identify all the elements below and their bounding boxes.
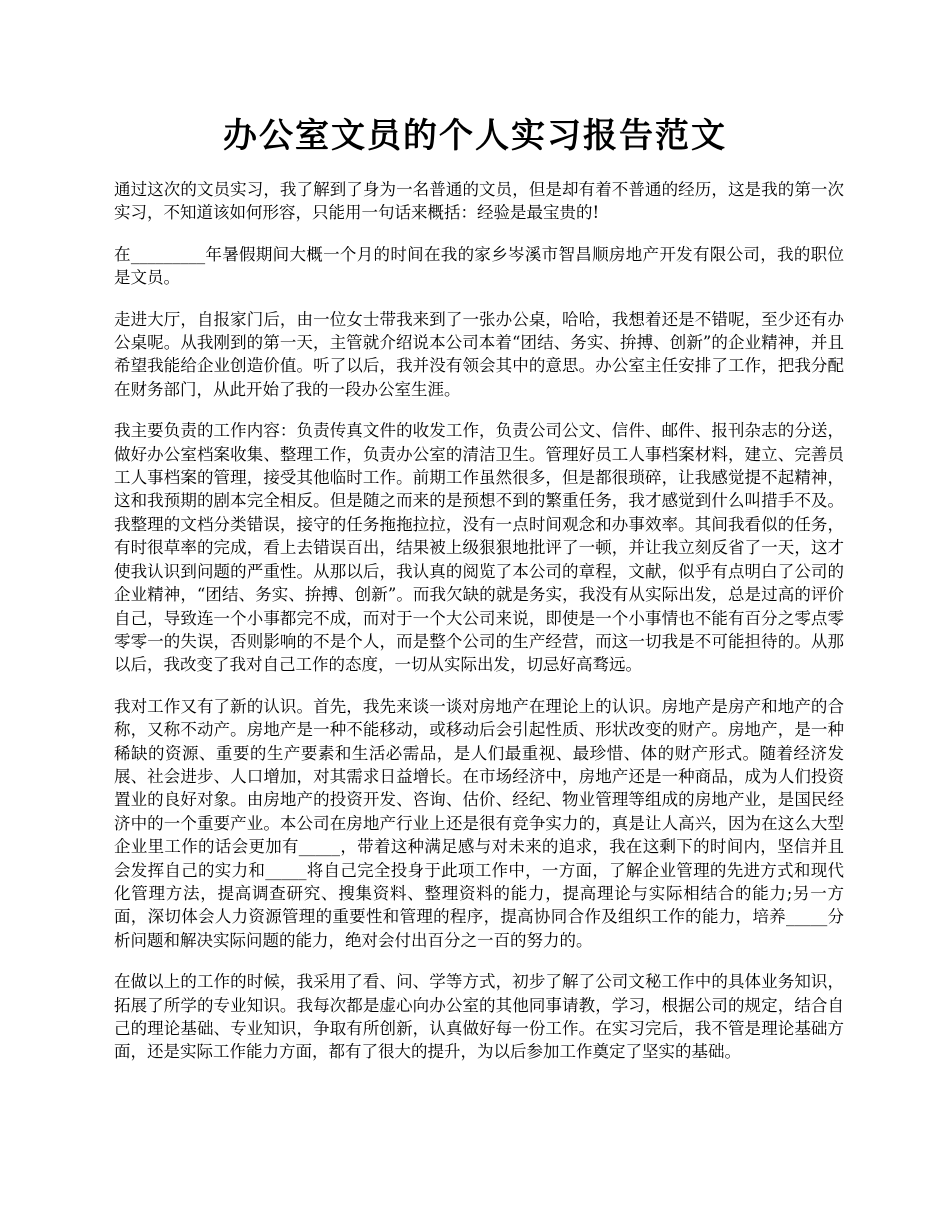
paragraph-duties: 我主要负责的工作内容：负责传真文件的收发工作，负责公司公文、信件、邮件、报刊杂志的分送，做好办公室档案收集、整理工作，负责办公室的清洁卫生。管理好员工人事档案材料，建立、完善员工人事档案的管理，接受其他临时工作。前期工作虽然很多，但是都很琐碎，让我感觉提不起精神，这和我预期的剧本完全相反。但是随之而来的是预想不到的繁重任务，我才感觉到什么叫措手不及。我整理的文档分类错误，接守的任务拖拖拉拉，没有一点时间观念和办事效率。其间我看似的任务，有时很草率的完成，看上去错误百出，结果被上级狠狠地批评了一顿，并让我立刻反省了一天，这才使我认识到问题的严重性。从那以后，我认真的阅览了本公司的章程，文献，似乎有点明白了公司的企业精神，“团结、务实、拚搏、创新”。而我欠缺的就是务实，我没有从实际出发，总是过高的评价自己，导致连一个小事都完不成，而对于一个大公司来说，即使是一个小事情也不能有百分之零点零零零一的失误，否则影响的不是个人，而是整个公司的生产经营，而这一切我是不可能担待的。从那以后，我改变了我对自己工作的态度，一切从实际出发，切忌好高骛远。 — [114, 421, 844, 675]
paragraph-real-estate: 我对工作又有了新的认识。首先，我先来谈一谈对房地产在理论上的认识。房地产是房产和地产的合称，又称不动产。房地产是一种不能移动，或移动后会引起性质、形状改变的财产。房地产，是一种稀缺的资源、重要的生产要素和生活必需品，是人们最重视、最珍惜、体的财产形式。随着经济发展、社会进步、人口增加，对其需求日益增长。在市场经济中，房地产还是一种商品，成为人们投资置业的良好对象。由房地产的投资开发、咨询、估价、经纪、物业管理等组成的房地产业，是国民经济中的一个重要产业。本公司在房地产行业上还是很有竞争实力的，真是让人高兴，因为在这么大型企业里工作的话会更加有_____，带着这种满足感与对未来的追求，我在这剩下的时间内，坚信并且会发挥自己的实力和_____将自己完全投身于此项工作中，一方面，了解企业管理的先进方式和现代化管理方法，提高调查研究、搜集资料、整理资料的能力，提高理论与实际相结合的能力;另一方面，深切体会人力资源管理的重要性和管理的程序，提高协同合作及组织工作的能力，培养_____分析问题和解决实际问题的能力，绝对会付出百分之一百的努力的。 — [114, 696, 844, 950]
paragraph-intro: 通过这次的文员实习，我了解到了身为一名普通的文员，但是却有着不普通的经历，这是我的第一次实习，不知道该如何形容，只能用一句话来概括：经验是最宝贵的! — [114, 180, 844, 223]
paragraph-first-day: 走进大厅，自报家门后，由一位女士带我来到了一张办公桌，哈哈，我想着还是不错呢，至少还有办公桌呢。从我刚到的第一天，主管就介绍说本公司本着“团结、务实、拚搏、创新”的企业精神，并且希望我能给企业创造价值。听了以后，我并没有领会其中的意思。办公室主任安排了工作，把我分配在财务部门，从此开始了我的一段办公室生涯。 — [114, 309, 844, 399]
paragraph-conclusion: 在做以上的工作的时候，我采用了看、问、学等方式，初步了解了公司文秘工作中的具体业务知识，拓展了所学的专业知识。我每次都是虚心向办公室的其他同事请教，学习，根据公司的规定，结合自己的理论基础、专业知识，争取有所创新，认真做好每一份工作。在实习完后，我不管是理论基础方面，还是实际工作能力方面，都有了很大的提升，为以后参加工作奠定了坚实的基础。 — [114, 972, 844, 1062]
document-body — [114, 178, 844, 1082]
paragraph-position: 在_________年暑假期间大概一个月的时间在我的家乡岑溪市智昌顺房地产开发有限公司，我的职位是文员。 — [114, 244, 844, 288]
document-title: 办公室文员的个人实习报告范文 — [223, 116, 727, 156]
